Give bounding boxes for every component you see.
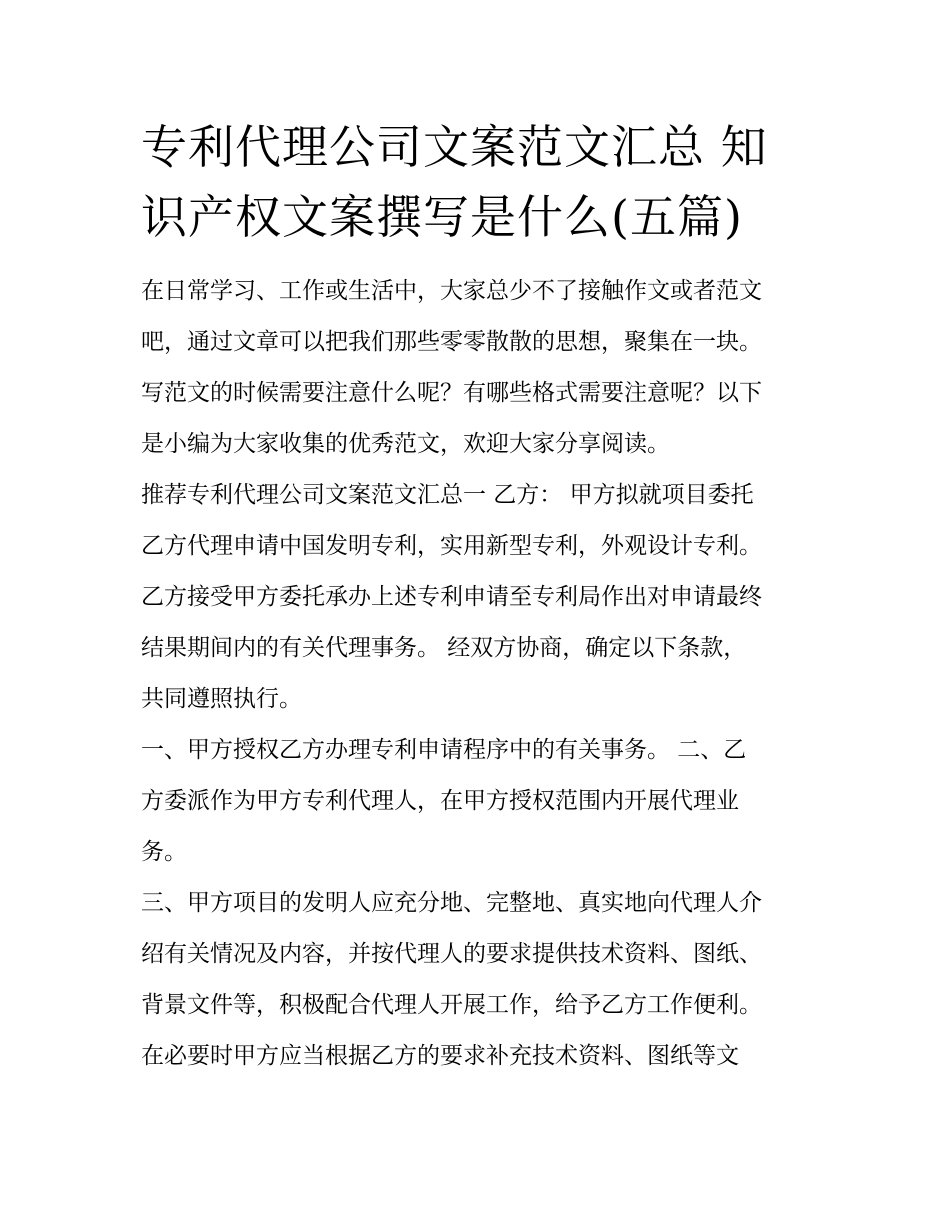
document-title	[141, 112, 813, 252]
text-line: 方委派作为甲方专利代理人，在甲方授权范围内开展代理业	[141, 788, 739, 814]
text-line: 务。	[141, 839, 187, 865]
document-page	[141, 112, 813, 1082]
text-line: 三、甲方项目的发明人应充分地、完整地、真实地向代理人介	[141, 890, 762, 916]
text-line: 乙方代理申请中国发明专利，实用新型专利，外观设计专利。	[141, 533, 762, 559]
text-line: 写范文的时候需要注意什么呢？有哪些格式需要注意呢？以下	[141, 380, 762, 406]
text-line: 吧，通过文章可以把我们那些零零散散的思想，聚集在一块。	[141, 329, 762, 355]
text-line: 在日常学习、工作或生活中，大家总少不了接触作文或者范文	[141, 278, 762, 304]
text-line: 绍有关情况及内容，并按代理人的要求提供技术资料、图纸、	[141, 941, 762, 967]
text-line: 共同遵照执行。	[141, 686, 302, 712]
text-line: 乙方接受甲方委托承办上述专利申请至专利局作出对申请最终	[141, 584, 762, 610]
text-line: 推荐专利代理公司文案范文汇总一 乙方： 甲方拟就项目委托	[141, 482, 754, 508]
text-line: 结果期间内的有关代理事务。 经双方协商，确定以下条款，	[141, 635, 747, 661]
clause-three-paragraph	[141, 878, 813, 1082]
title-line: 专利代理公司文案范文汇总 知	[141, 120, 768, 174]
text-line: 是小编为大家收集的优秀范文，欢迎大家分享阅读。	[141, 431, 670, 457]
intro-paragraph	[141, 266, 813, 470]
title-line: 识产权文案撰写是什么(五篇)	[141, 190, 743, 244]
clause-one-two-paragraph	[141, 725, 813, 878]
contract-intro-paragraph	[141, 470, 813, 725]
text-line: 一、甲方授权乙方办理专利申请程序中的有关事务。 二、乙	[141, 737, 747, 763]
text-line: 在必要时甲方应当根据乙方的要求补充技术资料、图纸等文	[141, 1043, 739, 1069]
text-line: 背景文件等，积极配合代理人开展工作，给予乙方工作便利。	[141, 992, 762, 1018]
